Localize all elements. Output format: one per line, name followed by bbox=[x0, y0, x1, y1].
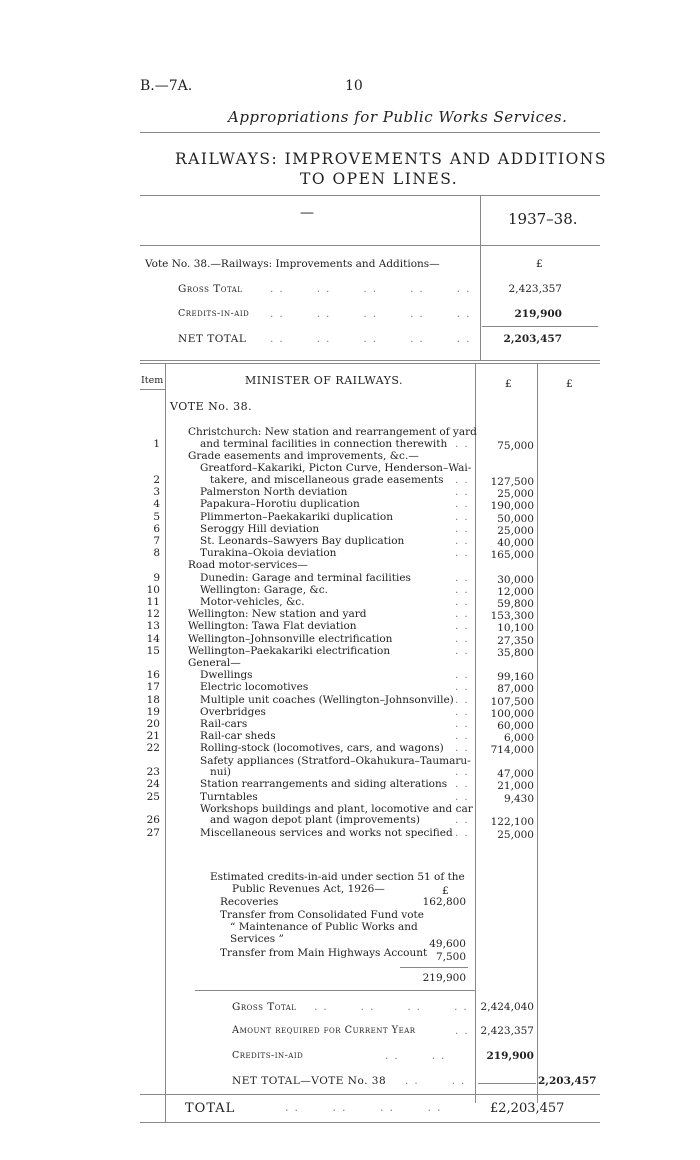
item-number: 5 bbox=[153, 510, 160, 523]
summary-net-total-value: 2,203,457 bbox=[503, 333, 562, 345]
summary-dash: — bbox=[300, 205, 314, 221]
item-description: Turntables bbox=[200, 790, 258, 803]
amount-column-divider-1 bbox=[475, 363, 476, 1103]
credits-currency: £ bbox=[442, 885, 449, 897]
transfer-highways-label: Transfer from Main Highways Account bbox=[220, 947, 428, 959]
summary-currency: £ bbox=[536, 258, 543, 270]
leader-dots: .. .. .. .. bbox=[285, 1101, 447, 1114]
item-description: Wellington: New station and yard bbox=[188, 608, 367, 621]
summary-year-header: 1937–38. bbox=[508, 210, 578, 228]
item-description: General— bbox=[188, 657, 241, 669]
item-amount: 165,000 bbox=[490, 549, 534, 562]
item-description: Wellington: Tawa Flat deviation bbox=[188, 620, 357, 633]
leader-dots: .. bbox=[455, 669, 474, 682]
credits-subtotal-rule bbox=[400, 967, 468, 968]
item-number: 22 bbox=[146, 742, 160, 755]
item-description: Station rearrangements and siding alterations bbox=[200, 778, 448, 791]
item-column-header: Item bbox=[141, 375, 164, 386]
leader-dots: .. bbox=[455, 814, 474, 827]
item-number: 27 bbox=[146, 826, 160, 839]
item-description: takere, and miscellaneous grade easements bbox=[210, 474, 444, 486]
item-amount: 6,000 bbox=[503, 732, 534, 745]
item-number: 16 bbox=[146, 669, 160, 682]
item-number: 11 bbox=[146, 596, 160, 608]
detail-top-rule bbox=[140, 360, 600, 361]
item-number: 17 bbox=[146, 681, 160, 694]
leader-dots: .. bbox=[455, 681, 474, 694]
leader-dots: .. .. bbox=[385, 1050, 451, 1062]
leader-dots: .. .. .. .. .. bbox=[270, 283, 476, 295]
credits-heading-line1: Estimated credits-in-aid under section 51 of the bbox=[210, 871, 465, 883]
vote-label: Vote No. 38.—Railways: Improvements and Additions— bbox=[145, 258, 440, 270]
item-number: 19 bbox=[146, 705, 160, 718]
item-amount: 100,000 bbox=[490, 707, 534, 720]
leader-dots: .. bbox=[455, 742, 474, 755]
net-total-value: 2,203,457 bbox=[538, 1075, 597, 1087]
net-total-rule bbox=[478, 1083, 536, 1084]
leader-dots: .. .. .. .. .. bbox=[270, 333, 476, 345]
amount-column-1-currency: £ bbox=[505, 378, 512, 390]
final-total-rule bbox=[140, 1094, 600, 1095]
item-amount: 9,430 bbox=[503, 792, 534, 805]
leader-dots: .. bbox=[455, 718, 474, 730]
net-total-label: NET TOTAL—VOTE No. 38 bbox=[232, 1075, 387, 1087]
item-description: Rail-cars bbox=[200, 718, 248, 730]
leader-dots: .. bbox=[455, 498, 474, 511]
leader-dots: .. bbox=[455, 547, 474, 560]
item-amount: 27,350 bbox=[497, 634, 534, 647]
leader-dots: .. bbox=[455, 826, 474, 839]
item-amount: 50,000 bbox=[497, 512, 534, 525]
bottom-rule bbox=[140, 1122, 600, 1123]
item-amount: 60,000 bbox=[497, 720, 534, 732]
item-description: Workshops buildings and plant, locomotive and car bbox=[200, 802, 473, 815]
summary-sum-rule bbox=[482, 326, 598, 327]
leader-dots: .. bbox=[455, 522, 474, 535]
vote-heading: VOTE No. 38. bbox=[170, 400, 253, 413]
item-amount: 21,000 bbox=[497, 780, 534, 793]
item-description: Electric locomotives bbox=[200, 681, 309, 694]
leader-dots: .. bbox=[455, 510, 474, 523]
item-description: Palmerston North deviation bbox=[200, 486, 348, 499]
item-description: St. Leonards–Sawyers Bay duplication bbox=[200, 535, 405, 547]
item-number: 9 bbox=[153, 571, 160, 584]
leader-dots: .. .. .. .. bbox=[314, 1001, 473, 1013]
item-amount: 25,000 bbox=[497, 488, 534, 501]
item-description: Seroggy Hill deviation bbox=[200, 522, 320, 535]
item-description: Miscellaneous services and works not specified bbox=[200, 826, 453, 839]
item-description: Wellington–Paekakariki electrification bbox=[188, 644, 391, 657]
leader-dots: .. bbox=[455, 486, 474, 499]
item-description: Rail-car sheds bbox=[200, 730, 276, 743]
item-description: Wellington: Garage, &c. bbox=[200, 583, 328, 596]
item-amount: 40,000 bbox=[497, 537, 534, 549]
item-amount: 99,160 bbox=[497, 671, 534, 684]
running-title: Appropriations for Public Works Services. bbox=[228, 108, 568, 126]
item-description: Turakina–Okoia deviation bbox=[200, 547, 337, 560]
item-header-rule bbox=[140, 389, 165, 390]
amount-required-value: 2,423,357 bbox=[480, 1025, 534, 1037]
leader-dots: .. bbox=[455, 766, 474, 779]
summary-gross-total-value: 2,423,357 bbox=[508, 283, 562, 295]
recoveries-value: 162,800 bbox=[422, 896, 466, 908]
amount-required-label: Amount required for Current Year bbox=[232, 1025, 416, 1036]
credits-in-aid-label: Credits-in-aid bbox=[232, 1050, 304, 1061]
item-amount: 35,800 bbox=[497, 646, 534, 659]
item-number: 25 bbox=[146, 790, 160, 803]
item-amount: 107,500 bbox=[490, 695, 534, 708]
gross-total-label: Gross Total bbox=[232, 1001, 297, 1013]
amount-column-2-currency: £ bbox=[566, 378, 573, 390]
item-amount: 153,300 bbox=[490, 610, 534, 623]
item-description: Rolling-stock (locomotives, cars, and wagons) bbox=[200, 742, 444, 755]
leader-dots: .. bbox=[455, 693, 474, 706]
item-number: 4 bbox=[153, 498, 160, 511]
transfer-highways-value: 7,500 bbox=[435, 951, 466, 963]
item-amount: 190,000 bbox=[490, 500, 534, 513]
item-description: and terminal facilities in connection therewith bbox=[200, 437, 448, 450]
detail-top-rule-2 bbox=[140, 363, 600, 364]
credits-subtotal: 219,900 bbox=[422, 972, 466, 984]
summary-net-total-label: NET TOTAL bbox=[178, 333, 247, 345]
document-reference: B.—7A. bbox=[140, 78, 193, 94]
summary-top-rule bbox=[140, 195, 600, 196]
leader-dots: .. bbox=[455, 705, 474, 718]
item-description: Dwellings bbox=[200, 669, 253, 682]
leader-dots: .. bbox=[455, 437, 474, 450]
item-amount: 59,800 bbox=[497, 598, 534, 610]
leader-dots: .. bbox=[455, 608, 474, 621]
item-description: Plimmerton–Paekakariki duplication bbox=[200, 510, 393, 523]
item-number: 20 bbox=[146, 718, 160, 730]
transfer-consolidated-line2: “ Maintenance of Public Works and bbox=[230, 921, 418, 933]
summary-header-rule bbox=[140, 245, 600, 246]
item-number: 23 bbox=[146, 766, 160, 779]
item-description: Papakura–Horotiu duplication bbox=[200, 498, 360, 511]
item-amount: 25,000 bbox=[497, 828, 534, 841]
grand-total-value: £2,203,457 bbox=[490, 1101, 565, 1116]
item-description: Christchurch: New station and rearrangement of yard bbox=[188, 426, 477, 438]
item-description: Grade easements and improvements, &c.— bbox=[188, 450, 419, 463]
leader-dots: .. bbox=[455, 596, 474, 608]
item-number: 21 bbox=[146, 730, 160, 743]
minister-heading: MINISTER OF RAILWAYS. bbox=[245, 374, 403, 387]
transfer-consolidated-value: 49,600 bbox=[429, 938, 466, 950]
item-amount: 87,000 bbox=[497, 683, 534, 696]
summary-credits-value: 219,900 bbox=[514, 308, 562, 320]
page-number: 10 bbox=[345, 78, 363, 94]
leader-dots: .. bbox=[455, 474, 474, 486]
leader-dots: .. bbox=[455, 644, 474, 657]
gross-total-value: 2,424,040 bbox=[480, 1001, 534, 1013]
item-amount: 75,000 bbox=[497, 439, 534, 452]
item-number: 12 bbox=[146, 608, 160, 621]
item-number: 2 bbox=[153, 474, 160, 486]
item-description: Motor-vehicles, &c. bbox=[200, 596, 305, 608]
leader-dots: .. bbox=[455, 632, 474, 645]
item-number: 26 bbox=[146, 814, 160, 827]
item-amount: 12,000 bbox=[497, 585, 534, 598]
item-number: 1 bbox=[153, 437, 160, 450]
transfer-consolidated-line3: Services ” bbox=[230, 933, 284, 945]
leader-dots: .. bbox=[455, 571, 474, 584]
transfer-consolidated-line1: Transfer from Consolidated Fund vote bbox=[220, 909, 424, 921]
leader-dots: .. bbox=[455, 730, 474, 743]
item-description: nui) bbox=[210, 766, 231, 779]
item-amount: 10,100 bbox=[497, 622, 534, 635]
page-title-line1: RAILWAYS: IMPROVEMENTS AND ADDITIONS bbox=[175, 150, 607, 168]
item-description: Dunedin: Garage and terminal facilities bbox=[200, 571, 411, 584]
summary-gross-total-label: Gross Total bbox=[178, 283, 243, 295]
leader-dots: .. bbox=[455, 1025, 474, 1037]
credits-heading-line2: Public Revenues Act, 1926— bbox=[232, 883, 385, 895]
leader-dots: .. bbox=[455, 620, 474, 633]
credits-in-aid-value: 219,900 bbox=[486, 1050, 534, 1062]
leader-dots: .. bbox=[455, 790, 474, 803]
header-rule bbox=[140, 132, 600, 133]
item-number: 6 bbox=[153, 522, 160, 535]
item-number: 15 bbox=[146, 644, 160, 657]
item-number: 7 bbox=[153, 535, 160, 547]
item-description: Greatford–Kakariki, Picton Curve, Henderson–Wai- bbox=[200, 462, 472, 475]
item-number: 3 bbox=[153, 486, 160, 499]
item-number: 8 bbox=[153, 547, 160, 560]
leader-dots: .. .. .. .. .. bbox=[270, 308, 476, 320]
page-title-line2: TO OPEN LINES. bbox=[300, 170, 459, 188]
item-number: 24 bbox=[146, 778, 160, 791]
totals-rule bbox=[195, 990, 475, 991]
item-number: 18 bbox=[146, 693, 160, 706]
item-description: and wagon depot plant (improvements) bbox=[210, 814, 420, 827]
item-description: Safety appliances (Stratford–Okahukura–Taumaru- bbox=[200, 754, 471, 767]
grand-total-label: TOTAL bbox=[185, 1101, 236, 1116]
item-description: Multiple unit coaches (Wellington–Johnsonville) bbox=[200, 693, 454, 706]
item-number: 14 bbox=[146, 632, 160, 645]
recoveries-label: Recoveries bbox=[220, 896, 279, 908]
item-number: 10 bbox=[146, 583, 160, 596]
item-number: 13 bbox=[146, 620, 160, 633]
item-column-divider bbox=[165, 363, 166, 1123]
item-description: Wellington–Johnsonville electrification bbox=[188, 632, 393, 645]
item-amount: 30,000 bbox=[497, 573, 534, 586]
item-amount: 127,500 bbox=[490, 476, 534, 488]
summary-credits-label: Credits-in-aid bbox=[178, 308, 250, 319]
leader-dots: .. bbox=[455, 778, 474, 791]
leader-dots: .. bbox=[455, 583, 474, 596]
item-amount: 122,100 bbox=[490, 816, 534, 829]
item-description: Overbridges bbox=[200, 705, 266, 718]
item-description: Road motor-services— bbox=[188, 559, 308, 572]
item-amount: 25,000 bbox=[497, 524, 534, 537]
amount-column-divider-2 bbox=[537, 363, 538, 1103]
item-amount: 714,000 bbox=[490, 744, 534, 757]
item-amount: 47,000 bbox=[497, 768, 534, 781]
leader-dots: .. bbox=[455, 535, 474, 547]
leader-dots: .. .. bbox=[405, 1075, 471, 1087]
summary-divider bbox=[480, 195, 481, 360]
